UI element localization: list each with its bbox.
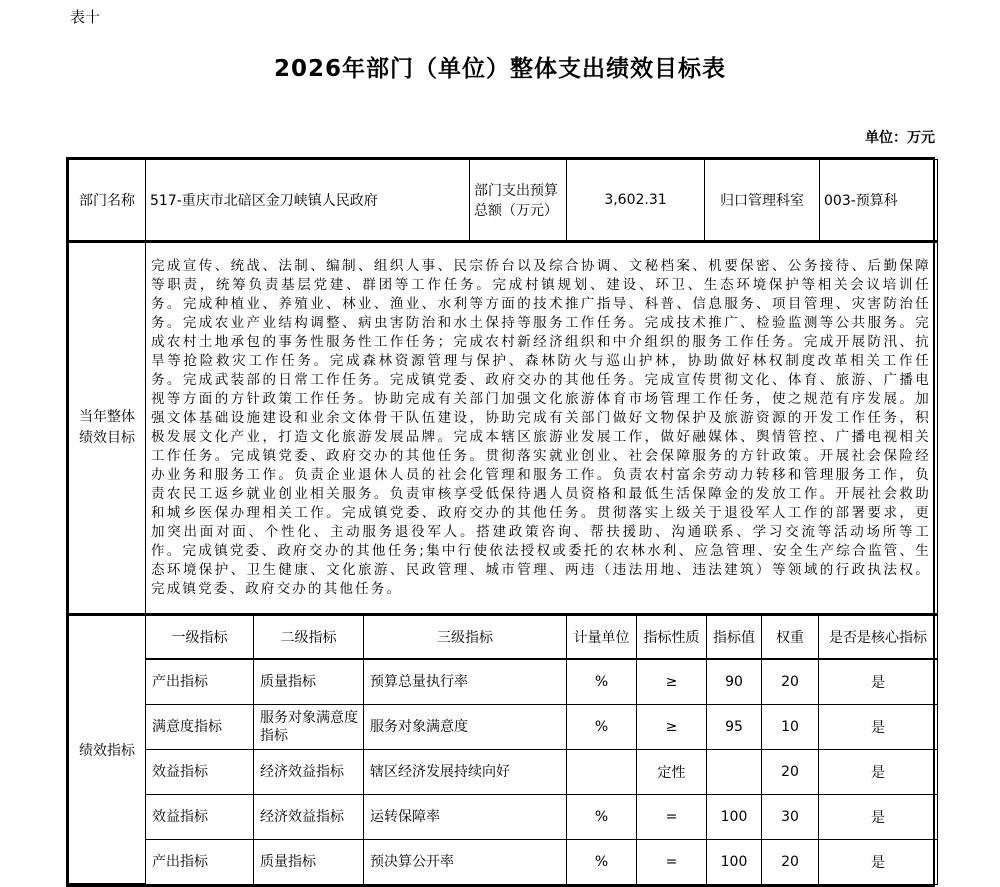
division-value: 003-预算科 — [820, 160, 938, 241]
indicator-level1: 产出指标 — [146, 839, 254, 884]
indicator-weight: 20 — [762, 749, 819, 794]
unit-note: 单位：万元 — [865, 130, 935, 146]
header-value: 指标值 — [707, 615, 762, 659]
indicator-level3: 预决算公开率 — [364, 839, 567, 884]
indicator-unit: % — [567, 659, 637, 704]
goal-section-table — [68, 241, 938, 614]
indicator-core: 是 — [819, 749, 938, 794]
budget-label: 部门支出预算总额（万元） — [470, 160, 567, 241]
indicator-nature: ≥ — [637, 659, 707, 704]
indicator-row — [69, 794, 938, 839]
indicator-row — [69, 659, 938, 704]
table-row — [69, 242, 938, 614]
indicator-unit — [567, 749, 637, 794]
performance-target-table — [66, 157, 935, 887]
indicator-unit: % — [567, 704, 637, 749]
table-row — [69, 160, 938, 241]
indicator-level1: 效益指标 — [146, 794, 254, 839]
indicator-weight: 10 — [762, 704, 819, 749]
indicator-level2: 经济效益指标 — [254, 749, 364, 794]
indicator-level3: 服务对象满意度 — [364, 704, 567, 749]
indicator-value: 95 — [707, 704, 762, 749]
indicator-core: 是 — [819, 659, 938, 704]
indicator-nature: = — [637, 794, 707, 839]
header-level1: 一级指标 — [146, 615, 254, 659]
indicator-level1: 满意度指标 — [146, 704, 254, 749]
indicator-level1: 产出指标 — [146, 659, 254, 704]
table-number-label: 表十 — [70, 8, 101, 26]
indicator-row — [69, 704, 938, 749]
indicator-level2: 经济效益指标 — [254, 794, 364, 839]
indicator-value: 90 — [707, 659, 762, 704]
indicator-value — [707, 749, 762, 794]
header-level3: 三级指标 — [364, 615, 567, 659]
division-label: 归口管理科室 — [705, 160, 820, 241]
department-info-table — [68, 159, 938, 241]
indicator-core: 是 — [819, 704, 938, 749]
header-unit: 计量单位 — [567, 615, 637, 659]
budget-value: 3,602.31 — [567, 160, 705, 241]
indicator-core: 是 — [819, 794, 938, 839]
indicator-weight: 20 — [762, 839, 819, 884]
header-nature: 指标性质 — [637, 615, 707, 659]
header-level2: 二级指标 — [254, 615, 364, 659]
indicators-table — [68, 614, 938, 885]
indicator-nature: = — [637, 839, 707, 884]
indicator-weight: 20 — [762, 659, 819, 704]
indicator-row — [69, 839, 938, 884]
indicator-unit: % — [567, 794, 637, 839]
indicator-level1: 效益指标 — [146, 749, 254, 794]
goal-section-label: 当年整体绩效目标 — [69, 242, 146, 614]
dept-name-label: 部门名称 — [69, 160, 146, 241]
page-title: 2026年部门（单位）整体支出绩效目标表 — [273, 56, 726, 82]
indicator-level2: 质量指标 — [254, 839, 364, 884]
indicator-level3: 运转保障率 — [364, 794, 567, 839]
indicator-row — [69, 749, 938, 794]
indicator-value: 100 — [707, 794, 762, 839]
indicator-value: 100 — [707, 839, 762, 884]
indicators-header-row — [69, 615, 938, 659]
indicator-nature: ≥ — [637, 704, 707, 749]
indicator-weight: 30 — [762, 794, 819, 839]
indicator-level2: 服务对象满意度指标 — [254, 704, 364, 749]
goal-section-text: 完成宣传、统战、法制、编制、组织人事、民宗侨台以及综合协调、文秘档案、机要保密、公务接待、后勤保障等职责，统筹负责基层党建、群团等工作任务。完成村镇规划、建设、环卫、生态环境保护等相关会议培训任务。完成种植业、养殖业、林业、渔业、水利等方面的技术推广指导、科普、信息服务、项目管理、灾害防治任务。完成农业产业结构调整、病虫害防治和水土保持等服务工作任务。完成技术推广、检验监测等公共服务。完成农村土地承包的事务性服务性工作任务；完成农村新经济组织和中介组织的服务工作任务。完成开展防汛、抗旱等抢险救灾工作任务。完成森林资源管理与保护、森林防火与巡山护林，协助做好林权制度改革相关工作任务。完成武装部的日常工作任务。完成镇党委、政府交办的其他任务。完成宣传贯彻文化、体育、旅游、广播电视等方面的方针政策工作任务。协助完成有关部门加强文化旅游体育市场管理工作任务，使之规范有序发展。加强文体基础设施建设和业余文体骨干队伍建设，协助完成有关部门做好文物保护及旅游资源的开发工作任务，积极发展文化产业，打造文化旅游发展品牌。完成本辖区旅游业发展工作，做好融媒体、舆情管控、广播电视相关工作任务。完成镇党委、政府交办的其他任务。贯彻落实就业创业、社会保障服务的方针政策。开展社会保险经办业务和服务工作。负责企业退休人员的社会化管理和服务工作。负责农村富余劳动力转移和管理服务工作，负责农民工返乡就业创业相关服务。负责审核享受低保待遇人员资格和最低生活保障金的发放工作。开展社会救助和城乡医保办理相关工作。完成镇党委、政府交办的其他任务。贯彻落实上级关于退役军人工作的部署要求，更加突出面对面、个性化、主动服务退役军人。搭建政策咨询、帮扶援助、沟通联系、学习交流等活动场所等工作。完成镇党委、政府交办的其他任务;集中行使依法授权或委托的农林水利、应急管理、安全生产综合监管、生态环境保护、卫生健康、文化旅游、民政管理、城市管理、两违（违法用地、违法建筑）等领域的行政执法权。完成镇党委、政府交办的其他任务。 — [146, 242, 938, 614]
header-weight: 权重 — [762, 615, 819, 659]
dept-name-value: 517-重庆市北碚区金刀峡镇人民政府 — [146, 160, 470, 241]
indicator-level2: 质量指标 — [254, 659, 364, 704]
indicator-level3: 预算总量执行率 — [364, 659, 567, 704]
indicator-level3: 辖区经济发展持续向好 — [364, 749, 567, 794]
indicator-unit: % — [567, 839, 637, 884]
indicator-core: 是 — [819, 839, 938, 884]
indicators-section-label: 绩效指标 — [69, 615, 146, 884]
indicator-nature: 定性 — [637, 749, 707, 794]
header-core-flag: 是否是核心指标 — [819, 615, 938, 659]
